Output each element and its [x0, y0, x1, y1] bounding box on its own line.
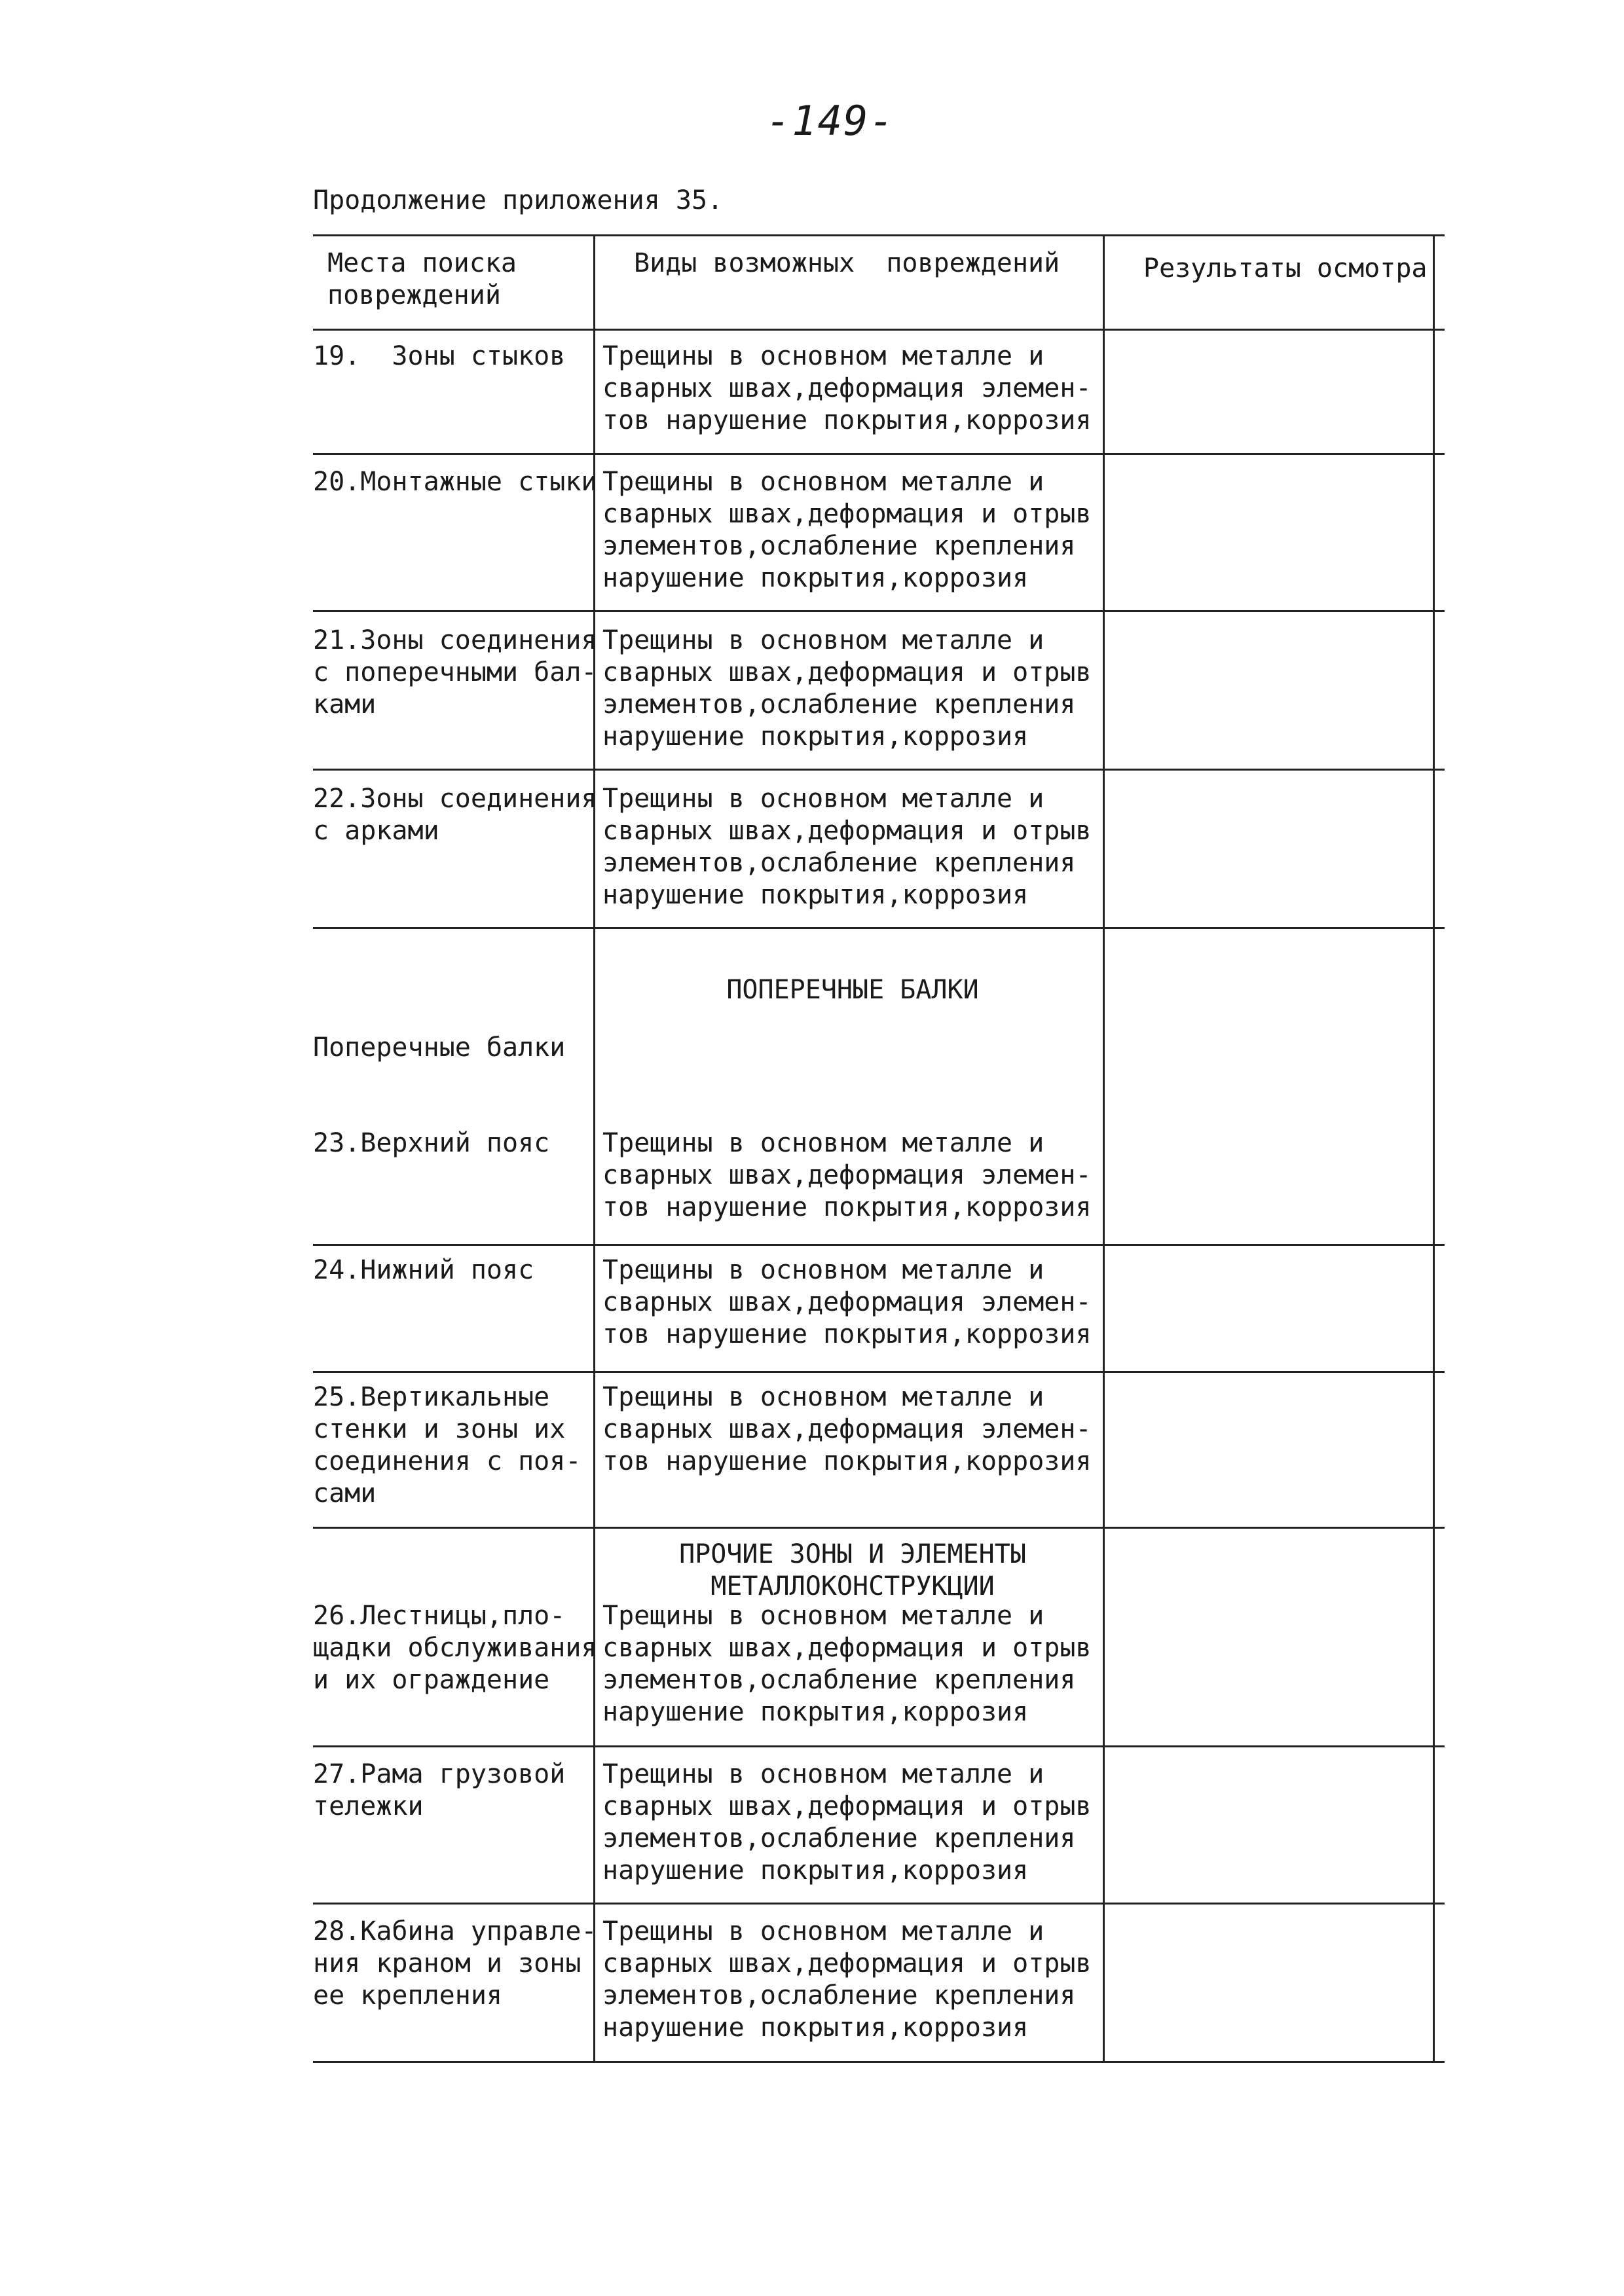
header-place: Места поиска повреждений	[327, 248, 517, 310]
row-divider	[313, 453, 1445, 455]
row-divider	[313, 769, 1445, 771]
page-number: -149-	[766, 97, 895, 145]
row-divider	[313, 1244, 1445, 1246]
row-place: 28.Кабина управле- ния краном и зоны ее крепления	[313, 1916, 597, 2011]
column-divider	[1103, 234, 1105, 2061]
row-damage: Трещины в основном металле и сварных швах,деформация элемен- тов нарушение покрытия,коррозия	[602, 1382, 1092, 1476]
header-result: Результаты осмотра	[1143, 253, 1428, 283]
table-bottom-border	[313, 2061, 1445, 2063]
row-damage: Трещины в основном металле и сварных швах,деформация и отрыв элементов,ослабление крепления нарушение покрытия,коррозия	[602, 1916, 1092, 2043]
row-damage: Трещины в основном металле и сварных швах,деформация и отрыв элементов,ослабление крепления нарушение покрытия,коррозия	[602, 625, 1092, 752]
table-right-border	[1433, 234, 1435, 2061]
column-divider	[593, 234, 595, 2061]
header-bottom-border	[313, 329, 1445, 331]
row-damage: Трещины в основном металле и сварных швах,деформация элемен- тов нарушение покрытия,коррозия	[602, 1128, 1092, 1222]
row-divider	[313, 927, 1445, 929]
section-label-cross-beams: Поперечные балки	[313, 1032, 566, 1063]
row-damage: Трещины в основном металле и сварных швах,деформация и отрыв элементов,ослабление крепления нарушение покрытия,коррозия	[602, 784, 1092, 910]
row-divider	[313, 1371, 1445, 1373]
row-divider	[313, 1527, 1445, 1529]
row-place: 19. Зоны стыков	[313, 341, 566, 371]
row-place: 20.Монтажные стыки	[313, 467, 597, 497]
row-divider	[313, 1745, 1445, 1747]
table-top-border	[313, 234, 1445, 236]
row-place: 27.Рама грузовой тележки	[313, 1759, 566, 1821]
row-place: 25.Вертикальные стенки и зоны их соединения с поя- сами	[313, 1382, 581, 1508]
row-place: 21.Зоны соединения с поперечными бал- ками	[313, 625, 597, 720]
row-place: 22.Зоны соединения с арками	[313, 784, 597, 846]
row-damage: Трещины в основном металле и сварных швах,деформация и отрыв элементов,ослабление крепления нарушение покрытия,коррозия	[602, 1759, 1092, 1886]
header-damage: Виды возможных повреждений	[634, 248, 1060, 278]
row-divider	[313, 1903, 1445, 1904]
row-place: 23.Верхний пояс	[313, 1128, 550, 1158]
row-damage: Трещины в основном металле и сварных швах,деформация и отрыв элементов,ослабление крепления нарушение покрытия,коррозия	[602, 467, 1092, 593]
appendix-caption: Продолжение приложения 35.	[313, 185, 724, 215]
row-place: 26.Лестницы,пло- щадки обслуживания и их ограждение	[313, 1601, 597, 1695]
section-title-other-zones: ПРОЧИЕ ЗОНЫ И ЭЛЕМЕНТЫ МЕТАЛЛОКОНСТРУКЦИИ	[679, 1539, 1026, 1601]
row-damage: Трещины в основном металле и сварных швах,деформация и отрыв элементов,ослабление крепления нарушение покрытия,коррозия	[602, 1601, 1092, 1727]
row-divider	[313, 610, 1445, 612]
row-damage: Трещины в основном металле и сварных швах,деформация элемен- тов нарушение покрытия,коррозия	[602, 1255, 1092, 1349]
row-damage: Трещины в основном металле и сварных швах,деформация элемен- тов нарушение покрытия,коррозия	[602, 341, 1092, 435]
row-place: 24.Нижний пояс	[313, 1255, 534, 1285]
section-title-cross-beams: ПОПЕРЕЧНЫЕ БАЛКИ	[726, 975, 979, 1005]
